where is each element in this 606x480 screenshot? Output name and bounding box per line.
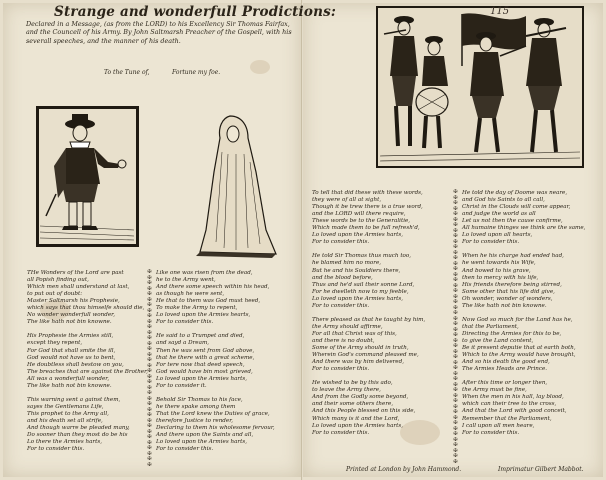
verse-column-1 bbox=[27, 270, 148, 453]
verse-line: This prophet to the Army all, bbox=[27, 410, 109, 417]
verse-line: His friends therefore being stirred, bbox=[462, 281, 562, 288]
verse-line: Christ in the Clouds will come appear, bbox=[462, 204, 571, 211]
verse-line: Lo loved upon the Armies harts, bbox=[312, 232, 403, 239]
verse-line: then to mercy with his life, bbox=[462, 274, 539, 281]
verse-line: Which men shall understand at last, bbox=[27, 284, 130, 291]
verse-line: Which to the Army would have brought, bbox=[462, 352, 576, 359]
broadside-title: Strange and wonderfull Prodictions: bbox=[54, 4, 337, 20]
verse-line bbox=[312, 246, 452, 253]
verse-line: And so his death the good end, bbox=[462, 359, 550, 366]
verse-line bbox=[462, 310, 598, 317]
verse-line: Oh wonder, wonder of wonders, bbox=[462, 295, 553, 302]
verse-line: and judge the world as all bbox=[462, 211, 536, 218]
verse-line: For to consider this. bbox=[156, 319, 214, 326]
verse-line: The Armies Heads are Prince. bbox=[462, 366, 548, 373]
verse-line: God would have bin most grieved, bbox=[156, 368, 253, 375]
tune-name: Fortune my foe. bbox=[172, 69, 221, 76]
verse-line: For to consider this. bbox=[312, 239, 370, 246]
verse-line: God would not have us to bent, bbox=[27, 354, 116, 361]
verse-line: And this People blessed on this side, bbox=[312, 408, 416, 415]
hooded-mourning-figure-woodcut bbox=[186, 112, 288, 258]
verse-line: Let us not then the cause confirme, bbox=[462, 218, 563, 225]
verse-line bbox=[312, 373, 452, 380]
verse-line bbox=[312, 310, 452, 317]
verse-line bbox=[156, 390, 294, 397]
verse-line: He that to them was God must heed, bbox=[156, 298, 261, 305]
verse-line: Some other that his life did give, bbox=[462, 288, 555, 295]
verse-line bbox=[156, 326, 294, 333]
printer-imprint: Printed at London by John Hammond. bbox=[346, 466, 462, 473]
verse-column-2 bbox=[156, 270, 294, 453]
verse-line: There pleased as that he taught by him, bbox=[312, 316, 426, 323]
verse-line: to put out of doubt: bbox=[27, 291, 83, 298]
verse-line: the Army should affirme, bbox=[312, 323, 383, 330]
verse-line: For to consider it. bbox=[156, 382, 207, 389]
verse-line: And bowed to his grave, bbox=[462, 267, 531, 274]
verse-line: all Popish finding out, bbox=[27, 277, 89, 284]
broadside-subtitle: Declared in a Message, (as from the LORD) to his Excellency Sir Thomas Fairfax, and the Councell of his Army. By John Saltmarsh Preacher of the Gospell, with his severall speeches, and the manner of his death. bbox=[26, 20, 292, 45]
verse-line: After this time or longer then, bbox=[462, 380, 548, 387]
verse-line: And that the Lord with good conceit, bbox=[462, 408, 567, 415]
verse-line: For to consider this. bbox=[462, 239, 520, 246]
verse-line: and his death set all strife, bbox=[27, 417, 103, 424]
verse-line: and their some others there, bbox=[312, 401, 394, 408]
licence-imprint: Imprimatur Gilbert Mabbot. bbox=[498, 466, 584, 473]
verse-line: Lo loved upon the Armies harts, bbox=[312, 422, 403, 429]
verse-column-3 bbox=[312, 190, 452, 437]
verse-line: and sayd a Dream, bbox=[156, 340, 210, 347]
verse-line: All was a wonderfull wonder, bbox=[27, 375, 110, 382]
verse-line: which says that thou himselfe should die, bbox=[27, 305, 145, 312]
verse-line: To tell that did these with these words, bbox=[312, 190, 423, 196]
verse-line bbox=[462, 373, 598, 380]
verse-line: And there some speech within his head, bbox=[156, 284, 270, 291]
verse-line: And there was by him delivered, bbox=[312, 359, 404, 366]
verse-line: Then he was sent from God above, bbox=[156, 347, 255, 354]
verse-line: And there upon the Saints and all, bbox=[156, 432, 254, 439]
verse-line: Some of the Army should in truth, bbox=[312, 345, 409, 352]
verse-line: For tere now that deed speech, bbox=[156, 361, 245, 368]
verse-line: and the blood before, bbox=[312, 274, 373, 281]
verse-line: The breaches that are against the Brother, bbox=[27, 368, 148, 375]
verse-line: as though he were sent, bbox=[156, 291, 225, 298]
verse-line: they were of all at sight, bbox=[312, 197, 382, 204]
verse-line: His Prophesie the Armies still, bbox=[27, 333, 114, 340]
verse-line: and there is no doubt, bbox=[312, 337, 375, 344]
verse-line: The like hath not bin knowne. bbox=[27, 319, 112, 326]
verse-line: For to consider this. bbox=[312, 366, 370, 373]
verse-line: Wherein God's command pleased me, bbox=[312, 352, 419, 359]
verse-line: Directing the Armies for this to be, bbox=[462, 330, 562, 337]
verse-line: Which many is it and the Lord, bbox=[312, 415, 400, 422]
verse-line: He wished to be by this ado, bbox=[312, 380, 393, 387]
verse-line: For to consider this. bbox=[27, 446, 85, 453]
verse-line bbox=[462, 246, 598, 253]
verse-line: And from the Godly some beyond, bbox=[312, 394, 409, 401]
verse-line: He told Sir Thomas thus much too, bbox=[312, 253, 412, 260]
verse-line: Though it be trew there is a true word, bbox=[312, 204, 423, 211]
column-ornament-2: ✠✠✠✠✠✠✠✠✠✠✠✠✠✠✠✠✠✠✠✠✠✠✠✠✠✠✠✠✠✠✠✠✠✠✠✠✠✠✠✠✠✠✠✠✠✠✠✠✠✠ bbox=[453, 189, 458, 465]
verse-line: For to consider this. bbox=[156, 446, 214, 453]
verse-line: and God his Saints to all call, bbox=[462, 197, 545, 204]
verse-line: Thus and he'd sail their sonne Lord, bbox=[312, 281, 415, 288]
verse-line: These words be to the Generalitie, bbox=[312, 218, 411, 225]
verse-line: therefore Justice to render, bbox=[156, 417, 234, 424]
verse-line: Which made them to be full refresh'd, bbox=[312, 225, 420, 232]
verse-line: Lo there the Armies harts, bbox=[27, 439, 102, 446]
verse-line: sayes the Gentlemans Life, bbox=[27, 403, 104, 410]
verse-line: THe Wonders of the Lord are past bbox=[27, 270, 124, 276]
verse-line: Be it present deputie that at earth both, bbox=[462, 345, 576, 352]
verse-line: he there spake among them bbox=[156, 403, 236, 410]
verse-line: But he and his Souldiers there, bbox=[312, 267, 401, 274]
verse-line: Do sooner than they most do be his bbox=[27, 432, 128, 439]
verse-line: When he his charge had ended had, bbox=[462, 253, 564, 260]
verse-line: That the Lord knew the Duties of grace, bbox=[156, 410, 270, 417]
verse-line: Lo loved upon the Armies hearts, bbox=[156, 312, 251, 319]
center-fold bbox=[301, 0, 303, 480]
verse-line: to give the Land content, bbox=[462, 337, 534, 344]
verse-line: to leave the Army there, bbox=[312, 387, 381, 394]
verse-line: Lo loved upon the Armies harts, bbox=[312, 295, 403, 302]
verse-line: he blamed him no more, bbox=[312, 260, 382, 267]
verse-line: I call upon all men heare, bbox=[462, 422, 535, 429]
verse-line: For God that shall smite the ill, bbox=[27, 347, 116, 354]
verse-line: When the men in his hall, lay blood, bbox=[462, 394, 564, 401]
verse-line: He said to a Trumpet and died, bbox=[156, 333, 245, 340]
verse-line: The like hath not bin knowne. bbox=[462, 302, 547, 309]
verse-line: that he there with a great scheme, bbox=[156, 354, 255, 361]
verse-line: Lo loved upon the Armies harts, bbox=[156, 375, 247, 382]
folio-number: 115 bbox=[490, 6, 510, 17]
verse-line: Behold Sir Thomas to his face, bbox=[156, 396, 243, 403]
verse-column-4 bbox=[462, 190, 598, 437]
verse-line: For to consider this. bbox=[312, 302, 370, 309]
verse-line: and the LORD will there require, bbox=[312, 211, 406, 218]
verse-line: he went towards his Wife, bbox=[462, 260, 536, 267]
verse-line: To make the Army to repent, bbox=[156, 305, 238, 312]
verse-line: the Army must be fine, bbox=[462, 387, 527, 394]
verse-line: All humaine thinges we think are the same, bbox=[462, 225, 586, 232]
verse-line: No wonder wonderfull wonder, bbox=[27, 312, 115, 319]
column-ornament-1: ✠✠✠✠✠✠✠✠✠✠✠✠✠✠✠✠✠✠✠✠✠✠✠✠✠✠✠✠✠✠✠✠✠✠✠✠ bbox=[147, 269, 152, 468]
verse-line: Now God so much for the Land has he, bbox=[462, 316, 573, 323]
verse-line: he to the Army went, bbox=[156, 277, 216, 284]
verse-line: Lo loved upon all hearts, bbox=[462, 232, 533, 239]
verse-line: except they repent, bbox=[27, 340, 83, 347]
verse-line: He told the day of Doome was neare, bbox=[462, 190, 568, 196]
verse-line: The like hath not bin knowne. bbox=[27, 382, 112, 389]
verse-line: Lo loved upon the Armies harts, bbox=[156, 439, 247, 446]
verse-line: For to consider this. bbox=[462, 429, 520, 436]
verse-line: For he dwelleth now to my feeble, bbox=[312, 288, 409, 295]
verse-line: And though warre be pleaded many, bbox=[27, 425, 130, 432]
verse-line: Remember that the Parliament, bbox=[462, 415, 552, 422]
tune-label: To the Tune of, bbox=[104, 69, 150, 76]
verse-line bbox=[27, 390, 145, 397]
man-in-doublet-woodcut bbox=[36, 106, 139, 247]
verse-line: Declaring to them his wholesome fervour, bbox=[156, 425, 275, 432]
verse-line: This warning sent a gainst them, bbox=[27, 396, 121, 403]
verse-line: which can their tree to the cross, bbox=[462, 401, 557, 408]
verse-line: Master Saltmarsh his Prophesie, bbox=[27, 298, 120, 305]
stain bbox=[250, 60, 270, 74]
verse-line: For to consider this. bbox=[312, 429, 370, 436]
verse-line: For all that Christ was of this, bbox=[312, 330, 397, 337]
verse-line bbox=[27, 326, 145, 333]
verse-line: He doubtless shall bestow on you, bbox=[27, 361, 124, 368]
soldiers-with-drum-and-banner-woodcut bbox=[376, 6, 584, 168]
verse-line: Like one was risen from the dead, bbox=[156, 270, 253, 276]
verse-line: that the Parliament, bbox=[462, 323, 519, 330]
